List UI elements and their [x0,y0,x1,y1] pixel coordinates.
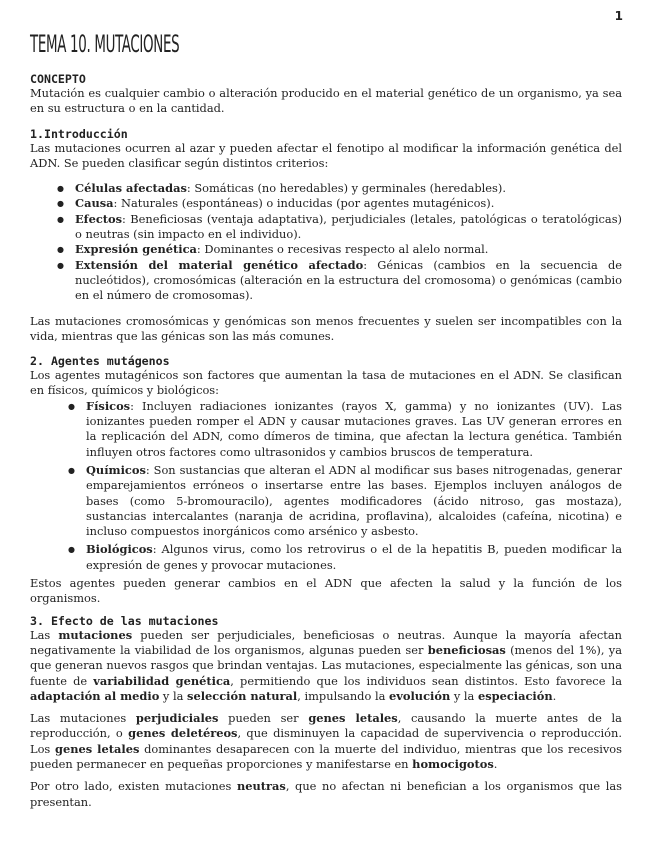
list-item: ● Efectos: Beneficiosas (ventaja adaptativa), perjudiciales (letales, patológicas o teratológicas) o neutras (sin impacto en el individuo). [55,212,622,243]
concepto-text: Mutación es cualquier cambio o alteración producido en el material genético de un organismo, ya sea en su estructura o en la cantidad. [30,86,622,116]
page-number: 1 [614,9,623,23]
concepto-heading: CONCEPTO [30,72,86,86]
agentes-list [66,399,622,573]
list-item: ● Biológicos: Algunos virus, como los retrovirus o el de la hepatitis B, pueden modificar la expresión de genes y provocar mutaciones. [66,542,622,573]
agentes-heading: 2. Agentes mutágenos [30,354,170,369]
page-title: TEMA 10. MUTACIONES [30,30,180,58]
list-item: ● Químicos: Son sustancias que alteran el ADN al modificar sus bases nitrogenadas, generar emparejamientos erróneos o insertarse entre las bases. Ejemplos incluyen análogos de bases (como 5-bromouracilo), agentes modificadores (ácido nitroso, gas mostaza), sustancias intercalantes (naranja de acridina, proflavina), alcaloides (cafeína, nicotina) e incluso compuestos inorgánicos como arsénico y asbesto. [66,463,622,539]
intro-closing: Las mutaciones cromosómicas y genómicas son menos frecuentes y suelen ser incompatibles con la vida, mientras que las génicas son las más comunes. [30,313,622,343]
intro-criteria-list [55,181,622,303]
intro-heading: 1.Introducción [30,126,128,141]
efecto-heading: 3. Efecto de las mutaciones [30,613,219,628]
agentes-closing: Estos agentes pueden generar cambios en el ADN que afecten la salud y la función de los organismos. [30,576,622,606]
list-item: ● Células afectadas: Somáticas (no heredables) y germinales (heredables). [55,181,622,196]
efecto-paragraph-2: Las mutaciones perjudiciales pueden ser genes letales, causando la muerte antes de la reproducción, o genes deletéreos, que disminuyen la capacidad de supervivencia o reproducción. Los genes letales dominantes desaparecen con la muerte del individuo, mientras que los recesivos pueden permanecer en pequeñas proporciones y manifestarse en homocigotos. [30,711,622,771]
list-item: ● Extensión del material genético afectado: Génicas (cambios en la secuencia de nucleótidos), cromosómicas (alteración en la estructura del cromosoma) o genómicas (cambio en el número de cromosomas). [55,258,622,304]
agentes-text: Los agentes mutagénicos son factores que aumentan la tasa de mutaciones en el ADN. Se clasifican en físicos, químicos y biológicos: [30,368,622,398]
document-body [30,72,622,810]
list-item: ● Físicos: Incluyen radiaciones ionizantes (rayos X, gamma) y no ionizantes (UV). Las ionizantes pueden romper el ADN y causar mutaciones graves. Las UV generan errores en la replicación del ADN, como dímeros de timina, que afectan la lectura genética. También influyen otros factores como ultrasonidos y cambios bruscos de temperatura. [66,399,622,460]
efecto-paragraph-1: Las mutaciones pueden ser perjudiciales, beneficiosas o neutras. Aunque la mayoría afectan negativamente la viabilidad de los organismos, algunas pueden ser beneficiosas (menos del 1%), ya que generan nuevos rasgos que brindan ventajas. Las mutaciones, especialmente las génicas, son una fuente de variabilidad genética, permitiendo que los individuos sean distintos. Esto favorece la adaptación al medio y la selección natural, impulsando la evolución y la especiación. [30,627,623,703]
efecto-paragraph-3: Por otro lado, existen mutaciones neutras, que no afectan ni benefician a los organismos que las presentan. [30,779,622,809]
intro-text: Las mutaciones ocurren al azar y pueden afectar el fenotipo al modificar la información genética del ADN. Se pueden clasificar según distintos criterios: [30,140,622,170]
list-item: ● Expresión genética: Dominantes o recesivas respecto al alelo normal. [55,242,622,257]
list-item: ● Causa: Naturales (espontáneas) o inducidas (por agentes mutagénicos). [55,196,622,211]
